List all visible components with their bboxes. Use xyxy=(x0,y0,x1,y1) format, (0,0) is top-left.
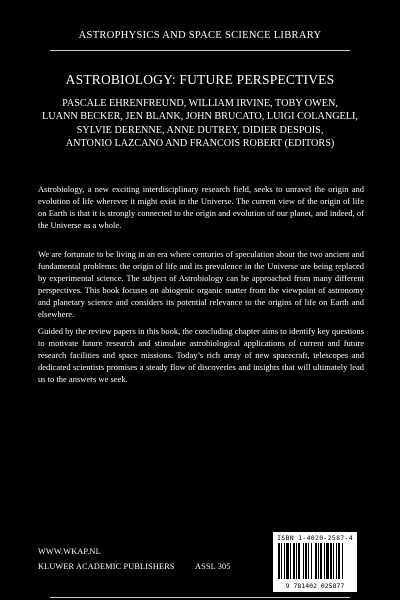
barcode-bar xyxy=(286,543,289,579)
publisher-name: KLUWER ACADEMIC PUBLISHERS xyxy=(38,562,175,571)
barcode-bar xyxy=(336,543,337,579)
authors-line: ANTONIO LAZCANO AND FRANCOIS ROBERT (EDITORS) xyxy=(65,138,335,150)
series-name: ASTROPHYSICS AND SPACE SCIENCE LIBRARY xyxy=(78,30,322,41)
barcode-bar xyxy=(281,543,282,579)
barcode-bar xyxy=(342,543,343,579)
barcode-bar xyxy=(338,543,340,579)
barcode-bar xyxy=(330,543,332,579)
barcode-bar xyxy=(315,543,317,579)
publisher-website: WWW.WKAP.NL xyxy=(38,547,101,556)
blurb-paragraph-1: Astrobiology, a new exciting interdisciplinary research field, seeks to unravel the origin and evolution of life wherever it might exist in the Universe. The current view of the origin of life on Earth is that it is strongly connected to the origin and evolution of our planet, and indeed, of the Universe as a whole. xyxy=(38,184,364,230)
bottom-divider xyxy=(50,597,350,598)
barcode-bar xyxy=(305,543,307,579)
barcode-bar xyxy=(284,543,285,579)
top-divider xyxy=(50,50,350,51)
barcode-bar xyxy=(333,543,334,579)
ean-text: 9 781402 025877 xyxy=(285,582,345,590)
authors-line: PASCALE EHRENFREUND, WILLIAM IRVINE, TOBY OWEN, xyxy=(62,98,338,109)
isbn-text: ISBN 1-4020-2587-4 xyxy=(277,534,353,542)
barcode-bar xyxy=(290,543,291,579)
book-title: ASTROBIOLOGY: FUTURE PERSPECTIVES xyxy=(65,72,335,87)
authors-line: LUANN BECKER, JEN BLANK, JOHN BRUCATO, LUIGI COLANGELI, xyxy=(42,111,358,123)
barcode-bar xyxy=(318,543,319,579)
blurb-paragraph-3: Guided by the review papers in this book, the concluding chapter aims to identify key questions to motivate future research and stimulate astrobiological applications of current and future research facilities and space missions. Today’s rich array of new spacecraft, telescopes and dedicated scientists promises a steady flow of discoveries and insights that will ultimately lead us to the answers we seek. xyxy=(38,326,364,384)
barcode-bar xyxy=(320,543,322,579)
barcode-bar xyxy=(278,543,280,579)
barcode xyxy=(273,532,357,592)
series-number: ASSL 305 xyxy=(195,562,231,571)
barcode-bar xyxy=(324,543,325,579)
barcode-bar xyxy=(308,543,309,579)
barcode-bar xyxy=(326,543,329,579)
barcode-bar xyxy=(296,543,297,579)
barcode-bar xyxy=(303,543,304,579)
authors-line: SYLVIE DERENNE, ANNE DUTREY, DIDIER DESPOIS, xyxy=(76,124,324,136)
blurb-paragraph-2: We are fortunate to be living in an era where centuries of speculation about the two ancient and fundamental problems: the origin of life and its prevalence in the Universe are being replaced by experimental science. The subject of Astrobiology can be approached from many different perspectives. This book focuses on abiogenic organic matter from the viewpoint of astronomy and planetary science and considers its potential relevance to the origins of life on Earth and elsewhere. xyxy=(38,249,364,319)
barcode-bars-icon xyxy=(278,543,352,579)
authors-list xyxy=(0,97,400,151)
barcode-bar xyxy=(311,543,312,579)
barcode-bar xyxy=(293,543,295,579)
barcode-bar xyxy=(298,543,300,579)
